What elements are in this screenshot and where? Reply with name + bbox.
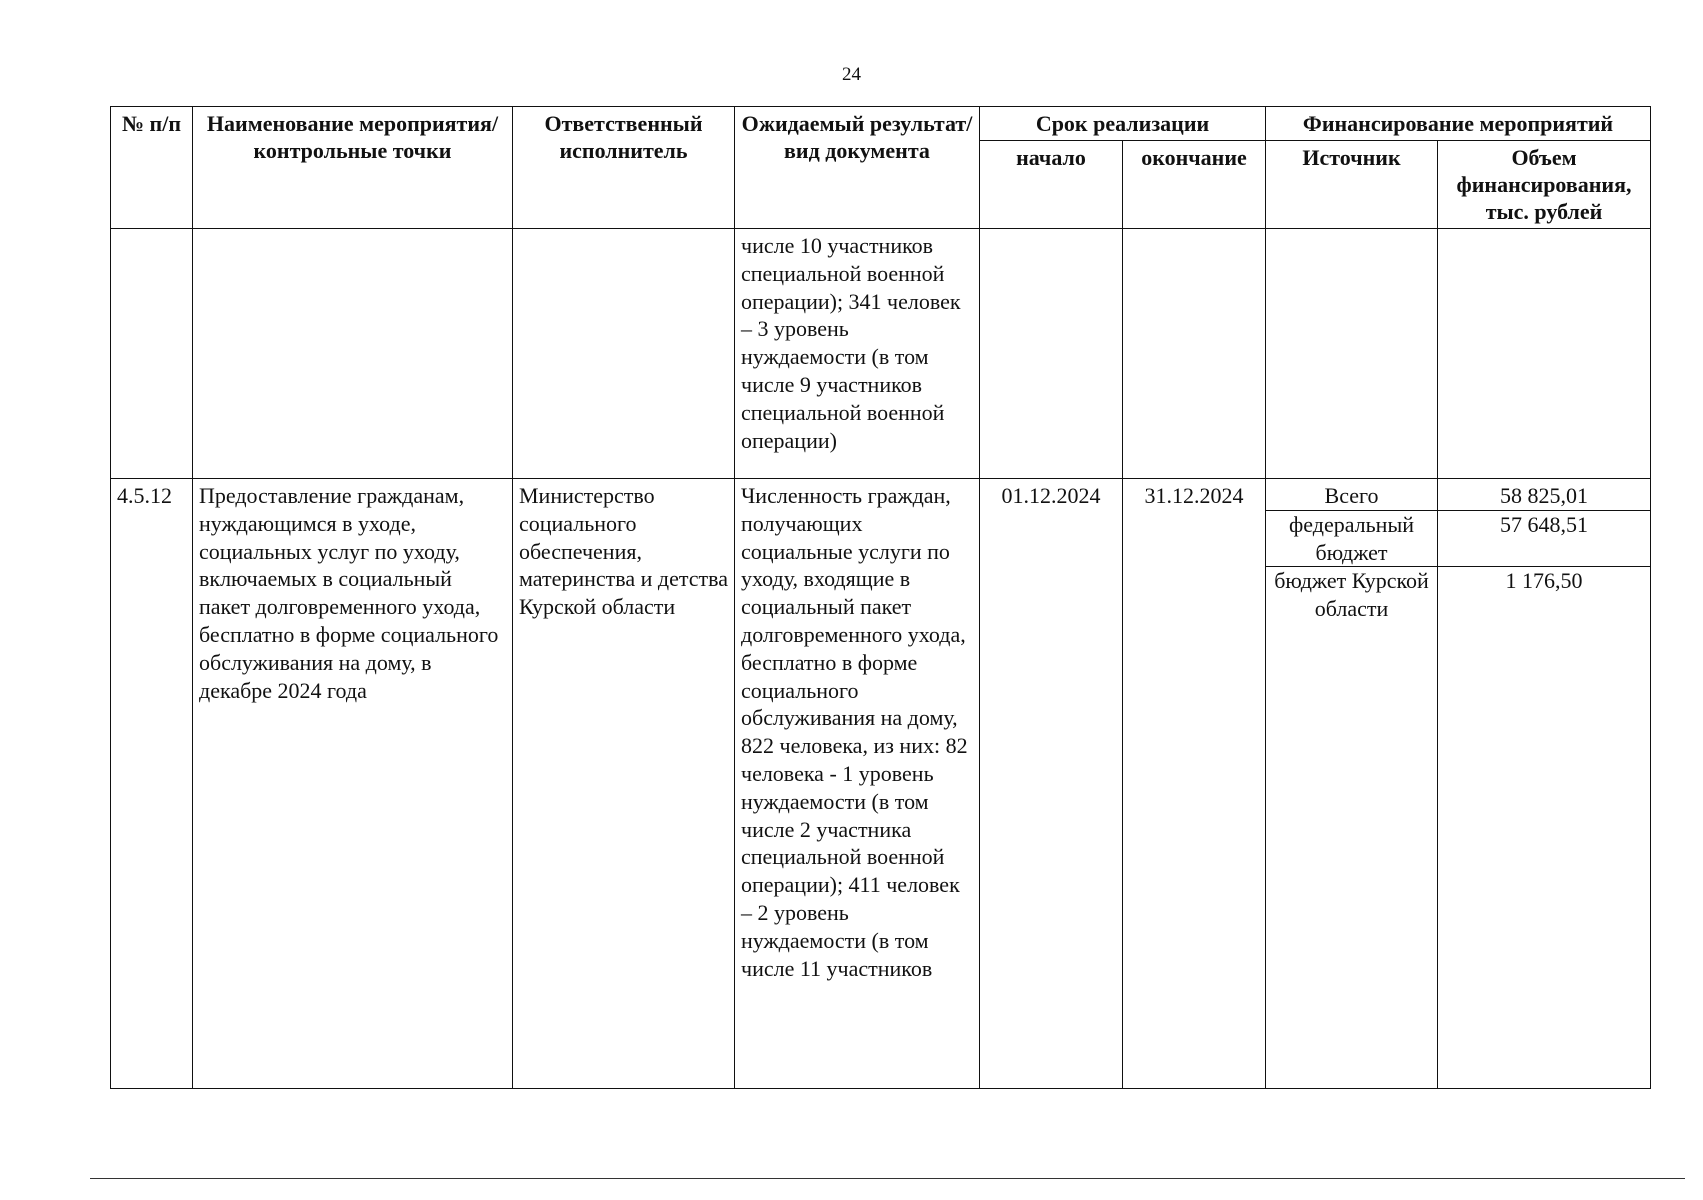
continuation-start-cell	[980, 229, 1123, 479]
continuation-source-cell	[1266, 229, 1438, 479]
row-result: Численность граждан, получающих социальные услуги по уходу, входящие в социальный пакет долговременного ухода, бесплатно в форме социального обслуживания на дому, 822 человека, из них: 82 человека - 1 уровень нуждаемости (в том числе 2 участника специальной военной операции); 411 человек – 2 уровень нуждаемости (в том числе 11 участников	[735, 479, 980, 1089]
header-term: Срок реализации	[980, 107, 1266, 141]
continuation-volume-cell	[1438, 229, 1651, 479]
header-term-start: начало	[980, 141, 1123, 229]
page-number: 24	[842, 64, 861, 85]
continuation-executor-cell	[513, 229, 735, 479]
row-start-date: 01.12.2024	[980, 479, 1123, 1089]
continuation-name-cell	[193, 229, 513, 479]
continuation-num-cell	[111, 229, 193, 479]
row-executor: Министерство социального обеспечения, материнства и детства Курской области	[513, 479, 735, 1089]
funding-source-federal: федеральный бюджет	[1266, 511, 1437, 568]
header-financing: Финансирование мероприятий	[1266, 107, 1651, 141]
header-name: Наименование мероприятия/контрольные точки	[193, 107, 513, 229]
continuation-end-cell	[1123, 229, 1266, 479]
header-volume: Объем финансирования, тыс. рублей	[1438, 141, 1651, 229]
row-funding-sources	[1266, 479, 1438, 1089]
continuation-row	[111, 229, 1651, 479]
header-result: Ожидаемый результат/вид документа	[735, 107, 980, 229]
row-num: 4.5.12	[111, 479, 193, 1089]
row-end-date: 31.12.2024	[1123, 479, 1266, 1089]
funding-amount-federal: 57 648,51	[1438, 511, 1650, 568]
table-row	[111, 479, 1651, 1089]
header-num: № п/п	[111, 107, 193, 229]
funding-amount-regional: 1 176,50	[1505, 568, 1583, 594]
scan-bottom-border	[90, 1178, 1685, 1179]
header-source: Источник	[1266, 141, 1438, 229]
funding-source-total: Всего	[1266, 482, 1437, 511]
continuation-result-cell: числе 10 участников специальной военной операции); 341 человек – 3 уровень нуждаемости (в том числе 9 участников специальной военной операции)	[735, 229, 980, 479]
activities-table	[110, 106, 1651, 1089]
header-executor: Ответственный исполнитель	[513, 107, 735, 229]
row-funding-amounts	[1438, 479, 1651, 1089]
funding-source-regional: бюджет Курской области	[1274, 568, 1429, 622]
funding-amount-total: 58 825,01	[1438, 482, 1650, 511]
header-term-end: окончание	[1123, 141, 1266, 229]
row-name: Предоставление гражданам, нуждающимся в уходе, социальных услуг по уходу, включаемых в социальный пакет долговременного ухода, бесплатно в форме социального обслуживания на дому, в декабре 2024 года	[193, 479, 513, 1089]
